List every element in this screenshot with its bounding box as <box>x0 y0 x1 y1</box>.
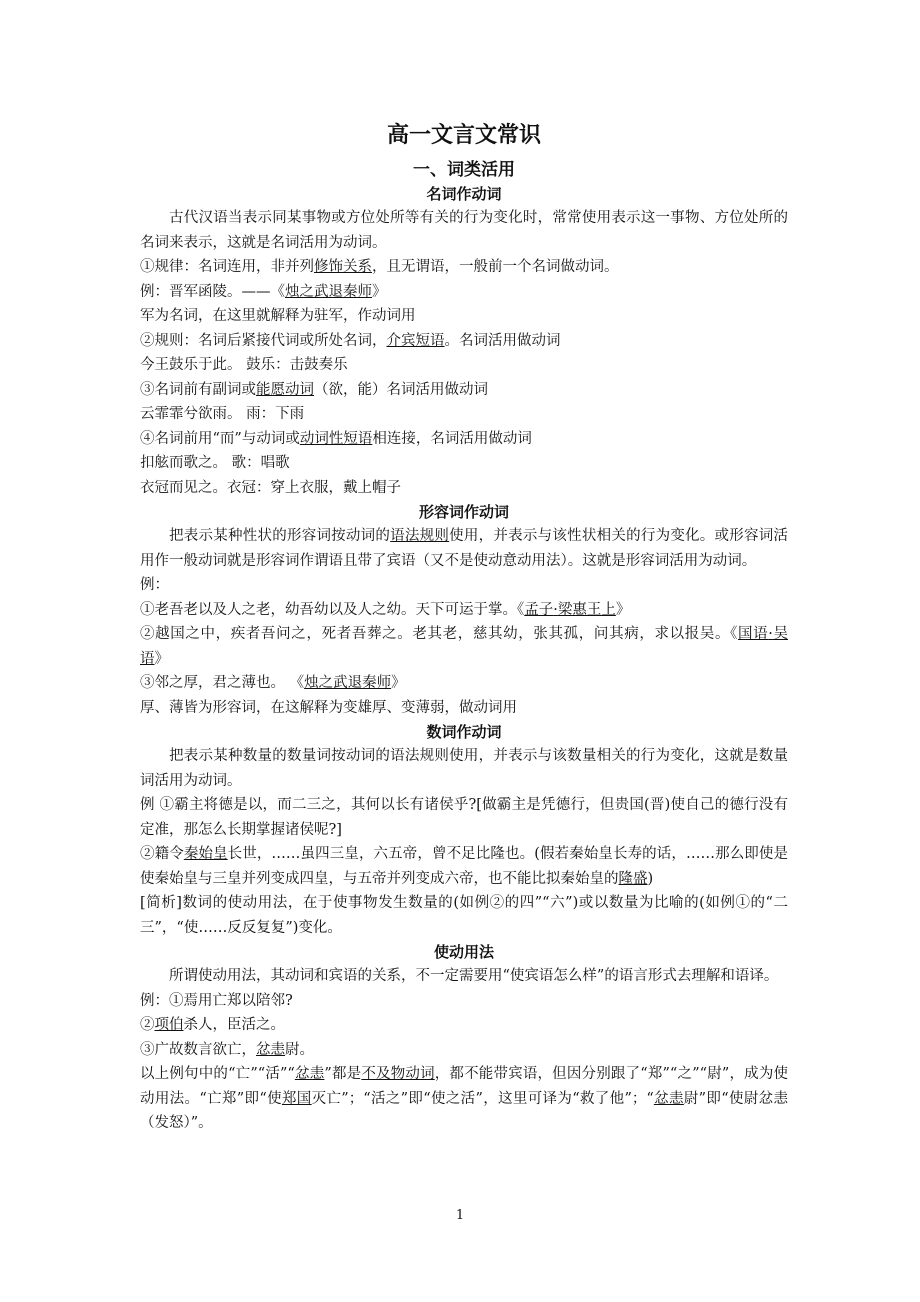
text: 杀人，臣活之。 <box>183 1017 285 1033</box>
underlined-term: 动词性短语 <box>299 430 373 447</box>
underlined-term: 不及物动词 <box>361 1066 435 1082</box>
rule-line <box>140 427 788 452</box>
text: 使用，并表示与该性状相关的行为变化。或形容词活用作一般动词就是形容词作谓语且带了宾语（又不是使动意动用法）。这就是形容词活用为动词。 <box>140 528 789 569</box>
document-body <box>140 118 788 1136</box>
example-line <box>140 622 788 671</box>
example-line: 云霏霏兮欲雨。 雨：下雨 <box>140 406 305 422</box>
text: ①老吾老以及人之老，幼吾幼以及人之幼。天下可运于掌。《 <box>140 601 525 618</box>
rule-line <box>140 329 788 354</box>
text: ，都不能带宾语，但因分别跟了“郑”“之”“尉”，成为使动用法。“亡郑”即“使 <box>140 1066 789 1107</box>
text: · <box>768 626 773 642</box>
example-line <box>140 842 788 891</box>
underlined-term: 秦始皇 <box>183 846 228 862</box>
subsection-heading-noun: 名词作动词 <box>426 185 502 203</box>
text: 灭亡”；“活之”即“使之活”，这里可译为“救了他”；“ <box>311 1090 654 1107</box>
analysis-line: [简析]数词的使动用法，在于使事物发生数量的(如例②的四”“六”)或以数量为比喻的(如例①的“二三”，“使……反反复复”)变化。 <box>140 895 788 936</box>
text: ④名词前用“而”与动词或 <box>140 430 300 447</box>
document-title: 高一文言文常识 <box>386 123 541 148</box>
example-line: 今王鼓乐于此。 鼓乐：击鼓奏乐 <box>140 357 348 373</box>
underlined-term: 忿恚 <box>256 1041 285 1058</box>
text: 》 <box>154 650 169 667</box>
page-number: 1 <box>455 1208 465 1223</box>
text: ) <box>647 870 654 887</box>
text: ③名词前有副词或 <box>140 381 256 398</box>
paragraph: 所谓使动用法，其动词和宾语的关系，不一定需要用“使宾语怎么样”的语言形式去理解和语译。 <box>169 968 779 984</box>
text: 》 <box>615 601 631 618</box>
subsection-heading-causative: 使动用法 <box>433 943 494 961</box>
paragraph <box>140 524 788 573</box>
example-line <box>140 1038 788 1063</box>
text: （欲，能）名词活用做动词 <box>314 381 488 398</box>
underlined-term: 隆盛 <box>618 870 648 887</box>
text: 》 <box>391 675 406 691</box>
text: 尉”即“使尉忿恚（发怒）”。 <box>140 1090 789 1131</box>
paragraph: 把表示某种数量的数量词按动词的语法规则使用，并表示与该数量相关的行为变化，这就是数量词活用为动词。 <box>140 748 788 789</box>
text: 长世，……虽四三皇，六五帝，曾不足比隆也。(假若秦始皇长寿的话，……那么即使是使秦始皇与三皇并列变成四皇，与五帝并列变成六帝，也不能比拟秦始皇的 <box>140 846 789 887</box>
text: ②越国之中，疾者吾问之，死者吾葬之。老其老，慈其幼，张其孤，问其病，求以报吴。《 <box>140 626 738 642</box>
text: 》 <box>372 283 387 300</box>
text: ②规则：名词后紧接代词或所处名词， <box>140 332 387 349</box>
underlined-term: 孟子 <box>524 601 554 618</box>
text: ②籍令 <box>140 846 184 862</box>
example-line: 扣舷而歌之。 歌：唱歌 <box>140 455 290 471</box>
text: · <box>553 601 558 618</box>
subsection-heading-numeral: 数词作动词 <box>426 723 502 741</box>
underlined-term: 国语 <box>738 626 769 642</box>
underlined-term: 吴语 <box>140 626 789 667</box>
example-label: 例： <box>140 577 169 593</box>
example-line <box>140 671 788 696</box>
rule-line <box>140 378 788 403</box>
note-line: 厚、薄皆为形容词，在这解释为变雄厚、变薄弱，做动词用 <box>140 699 517 716</box>
text: ③邻之厚，君之薄也。 《 <box>140 675 305 691</box>
subsection-heading-adjective: 形容词作动词 <box>418 503 509 521</box>
text: ② <box>140 1017 155 1033</box>
underlined-term: 烛之武退秦师 <box>304 675 392 691</box>
text: 把表示某种性状的形容词按动词的 <box>169 528 391 544</box>
underlined-term: 忿恚 <box>294 1066 325 1082</box>
underlined-term: 梁惠王上 <box>557 601 616 618</box>
underlined-term: 忿恚 <box>653 1090 684 1107</box>
underlined-term: 语法规则 <box>390 528 450 544</box>
rule-line <box>140 255 788 280</box>
text: ，且无谓语，一般前一个名词做动词。 <box>372 259 619 275</box>
text: 尉。 <box>285 1041 314 1058</box>
text: ①规律：名词连用，非并列 <box>140 259 314 275</box>
underlined-term: 烛之武退秦师 <box>285 283 372 300</box>
text: 以上例句中的“亡”“活”“ <box>140 1066 295 1082</box>
example-line: 衣冠而见之。衣冠：穿上衣服，戴上帽子 <box>140 479 401 496</box>
example-line <box>140 1013 788 1038</box>
underlined-term: 能愿动词 <box>256 381 314 398</box>
example-line: 例：①焉用亡郑以陪邻? <box>140 992 293 1009</box>
underlined-term: 项伯 <box>154 1017 184 1033</box>
underlined-term: 郑国 <box>281 1090 312 1107</box>
underlined-term: 介宾短语 <box>386 332 445 349</box>
text: ③广故数言欲亡， <box>140 1041 256 1058</box>
example-line <box>140 598 788 623</box>
text: 相连接，名词活用做动词 <box>372 430 532 447</box>
section-heading: 一、词类活用 <box>413 160 515 180</box>
text: 。名词活用做动词 <box>444 332 561 349</box>
underlined-term: 修饰关系 <box>314 259 372 275</box>
example-line <box>140 280 788 305</box>
note-line: 军为名词，在这里就解释为驻军，作动词用 <box>140 308 416 324</box>
example-line: 例 ①霸主将德是以，而二三之，其何以长有诸侯乎?[做霸主是凭德行，但贵国(晋)使自己的德行没有定准，那怎么长期掌握诸侯呢?] <box>140 797 788 838</box>
text: ”都是 <box>324 1066 362 1082</box>
summary-paragraph <box>140 1062 788 1136</box>
text: 例：晋军函陵。——《 <box>140 283 285 300</box>
paragraph: 古代汉语当表示同某事物或方位处所等有关的行为变化时，常常使用表示这一事物、方位处所的名词来表示，这就是名词活用为动词。 <box>140 210 788 251</box>
